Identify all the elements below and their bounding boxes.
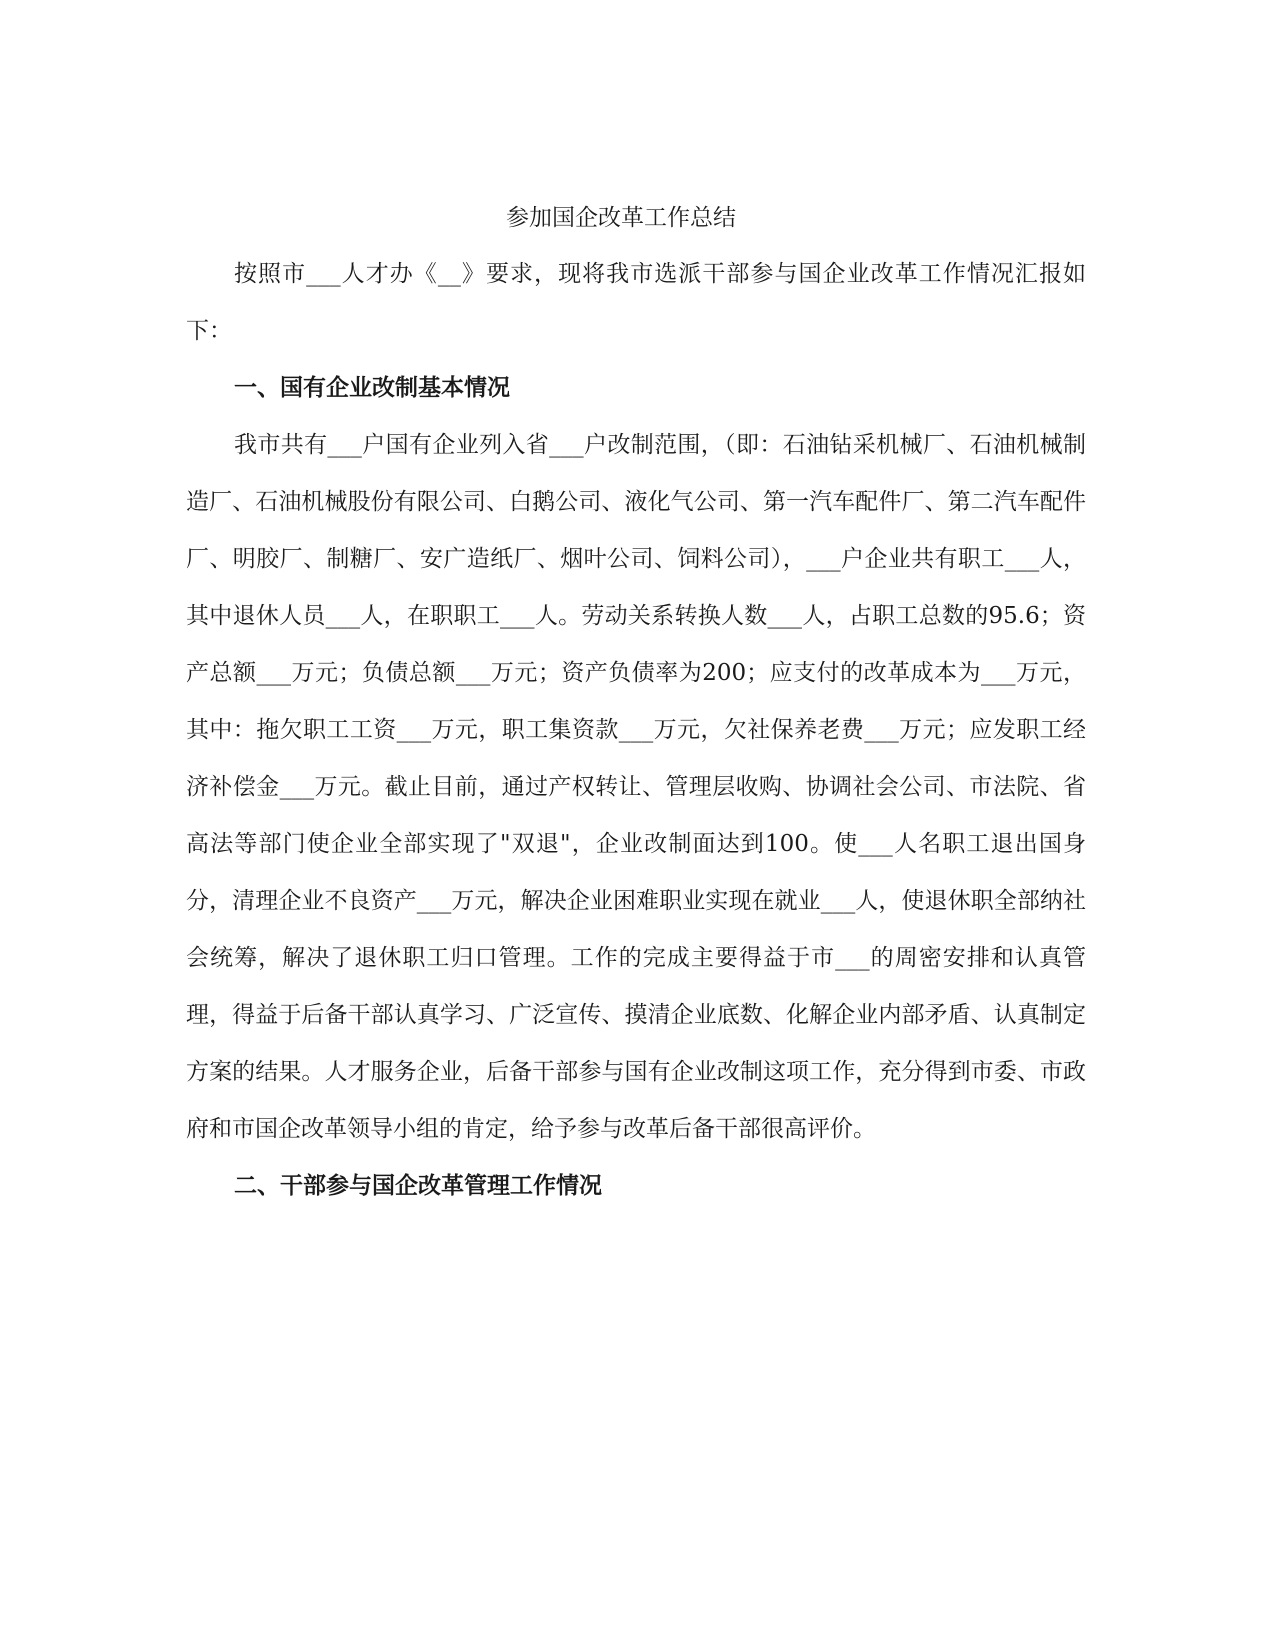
document-title: 参加国企改革工作总结 bbox=[506, 205, 736, 231]
section-1-paragraph: 我市共有___户国有企业列入省___户改制范围，（即：石油钻采机械厂、石油机械制造厂、石油机械股份有限公司、白鹅公司、液化气公司、第一汽车配件厂、第二汽车配件厂、明胶厂、制糖厂、安广造纸厂、烟叶公司、饲料公司），___户企业共有职工___人，其中退休人员___人，在职职工___人。劳动关系转换人数___人，占职工总数的95.6；资产总额___万元；负债总额___万元；资产负债率为200；应支付的改革成本为___万元，其中：拖欠职工工资___万元，职工集资款___万元，欠社保养老费___万元；应发职工经济补偿金___万元。截止目前，通过产权转让、管理层收购、协调社会公司、市法院、省高法等部门使企业全部实现了"双退"，企业改制面达到100。使___人名职工退出国身分，清理企业不良资产___万元，解决企业困难职业实现在就业___人，使退休职全部纳社会统筹，解决了退休职工归口管理。工作的完成主要得益于市___的周密安排和认真管理，得益于后备干部认真学习、广泛宣传、摸清企业底数、化解企业内部矛盾、认真制定方案的结果。人才服务企业，后备干部参与国有企业改制这项工作，充分得到市委、市政府和市国企改革领导小组的肯定，给予参与改革后备干部很高评价。 bbox=[186, 432, 1086, 1142]
section-2-heading: 二、干部参与国企改革管理工作情况 bbox=[234, 1173, 602, 1199]
section-1-heading: 一、国有企业改制基本情况 bbox=[234, 375, 510, 401]
intro-paragraph: 按照市___人才办《__》要求，现将我市选派干部参与国企业改革工作情况汇报如下： bbox=[186, 261, 1086, 344]
document-body bbox=[186, 198, 1086, 1215]
